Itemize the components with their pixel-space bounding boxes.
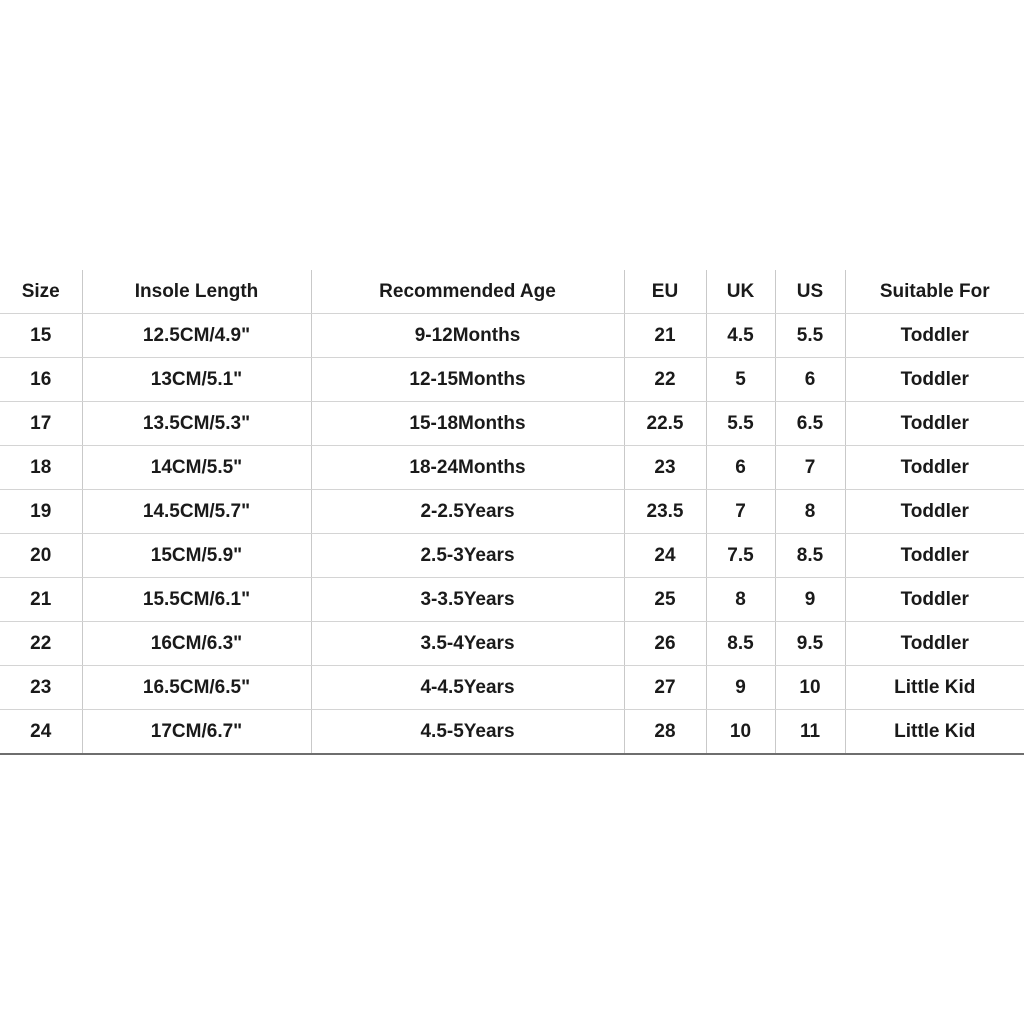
cell-insole-length: 17CM/6.7" <box>82 710 311 755</box>
cell-size: 22 <box>0 622 82 666</box>
cell-insole-length: 14CM/5.5" <box>82 446 311 490</box>
cell-size: 19 <box>0 490 82 534</box>
cell-recommended-age: 3-3.5Years <box>311 578 624 622</box>
cell-uk: 6 <box>706 446 775 490</box>
cell-recommended-age: 9-12Months <box>311 314 624 358</box>
size-chart-table <box>0 270 1024 755</box>
cell-insole-length: 13CM/5.1" <box>82 358 311 402</box>
header-eu: EU <box>624 270 706 314</box>
cell-us: 8.5 <box>775 534 845 578</box>
cell-size: 23 <box>0 666 82 710</box>
cell-uk: 7.5 <box>706 534 775 578</box>
cell-eu: 26 <box>624 622 706 666</box>
cell-us: 9.5 <box>775 622 845 666</box>
cell-us: 10 <box>775 666 845 710</box>
table-row <box>0 578 1024 622</box>
header-suitable-for: Suitable For <box>845 270 1024 314</box>
cell-uk: 7 <box>706 490 775 534</box>
cell-size: 15 <box>0 314 82 358</box>
cell-recommended-age: 15-18Months <box>311 402 624 446</box>
cell-recommended-age: 3.5-4Years <box>311 622 624 666</box>
header-insole-length: Insole Length <box>82 270 311 314</box>
cell-us: 11 <box>775 710 845 755</box>
cell-us: 6.5 <box>775 402 845 446</box>
cell-insole-length: 14.5CM/5.7" <box>82 490 311 534</box>
table-row <box>0 490 1024 534</box>
cell-us: 8 <box>775 490 845 534</box>
cell-us: 6 <box>775 358 845 402</box>
cell-recommended-age: 4-4.5Years <box>311 666 624 710</box>
cell-recommended-age: 12-15Months <box>311 358 624 402</box>
cell-eu: 28 <box>624 710 706 755</box>
cell-eu: 23.5 <box>624 490 706 534</box>
cell-uk: 8.5 <box>706 622 775 666</box>
header-us: US <box>775 270 845 314</box>
table-row <box>0 534 1024 578</box>
cell-size: 17 <box>0 402 82 446</box>
header-row <box>0 270 1024 314</box>
table-row <box>0 314 1024 358</box>
cell-us: 9 <box>775 578 845 622</box>
table-row <box>0 402 1024 446</box>
cell-eu: 21 <box>624 314 706 358</box>
cell-recommended-age: 2-2.5Years <box>311 490 624 534</box>
cell-us: 7 <box>775 446 845 490</box>
cell-size: 16 <box>0 358 82 402</box>
cell-eu: 27 <box>624 666 706 710</box>
cell-suitable-for: Toddler <box>845 402 1024 446</box>
cell-suitable-for: Toddler <box>845 314 1024 358</box>
cell-uk: 10 <box>706 710 775 755</box>
cell-insole-length: 16.5CM/6.5" <box>82 666 311 710</box>
cell-suitable-for: Toddler <box>845 622 1024 666</box>
cell-size: 24 <box>0 710 82 755</box>
cell-eu: 22.5 <box>624 402 706 446</box>
cell-suitable-for: Toddler <box>845 534 1024 578</box>
cell-eu: 24 <box>624 534 706 578</box>
cell-eu: 22 <box>624 358 706 402</box>
cell-insole-length: 15CM/5.9" <box>82 534 311 578</box>
cell-insole-length: 15.5CM/6.1" <box>82 578 311 622</box>
header-uk: UK <box>706 270 775 314</box>
cell-suitable-for: Toddler <box>845 358 1024 402</box>
cell-eu: 23 <box>624 446 706 490</box>
cell-size: 20 <box>0 534 82 578</box>
cell-uk: 8 <box>706 578 775 622</box>
cell-recommended-age: 18-24Months <box>311 446 624 490</box>
header-size: Size <box>0 270 82 314</box>
cell-insole-length: 16CM/6.3" <box>82 622 311 666</box>
cell-size: 18 <box>0 446 82 490</box>
cell-recommended-age: 2.5-3Years <box>311 534 624 578</box>
table-row <box>0 622 1024 666</box>
table-row <box>0 710 1024 755</box>
cell-suitable-for: Toddler <box>845 446 1024 490</box>
cell-eu: 25 <box>624 578 706 622</box>
cell-recommended-age: 4.5-5Years <box>311 710 624 755</box>
cell-size: 21 <box>0 578 82 622</box>
table-row <box>0 446 1024 490</box>
cell-insole-length: 13.5CM/5.3" <box>82 402 311 446</box>
cell-uk: 5 <box>706 358 775 402</box>
cell-suitable-for: Toddler <box>845 490 1024 534</box>
cell-us: 5.5 <box>775 314 845 358</box>
table-row <box>0 358 1024 402</box>
cell-suitable-for: Little Kid <box>845 666 1024 710</box>
cell-suitable-for: Little Kid <box>845 710 1024 755</box>
cell-uk: 4.5 <box>706 314 775 358</box>
cell-suitable-for: Toddler <box>845 578 1024 622</box>
cell-uk: 5.5 <box>706 402 775 446</box>
table-row <box>0 666 1024 710</box>
cell-insole-length: 12.5CM/4.9" <box>82 314 311 358</box>
cell-uk: 9 <box>706 666 775 710</box>
header-recommended-age: Recommended Age <box>311 270 624 314</box>
